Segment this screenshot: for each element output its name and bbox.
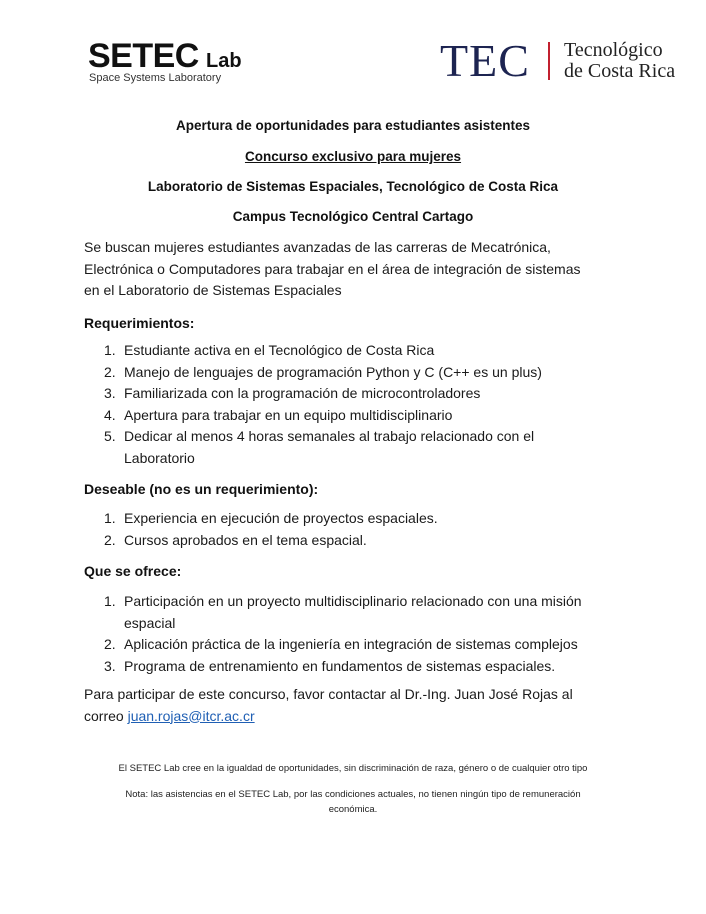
- offer-list: [84, 591, 624, 677]
- equality-statement: El SETEC Lab cree en la igualdad de oportunidades, sin discriminación de raza, género o de cualquier otro tipo: [118, 763, 588, 774]
- setec-logo-subtitle: Space Systems Laboratory: [89, 72, 222, 84]
- list-text: Experiencia en ejecución de proyectos espaciales.: [124, 510, 438, 526]
- tec-logo: [440, 36, 680, 86]
- contact-paragraph: [84, 684, 624, 727]
- tec-logo-mark: TEC: [440, 35, 530, 86]
- setec-lab-logo: [88, 38, 258, 88]
- list-item: [84, 405, 624, 427]
- list-number: 2.: [104, 636, 116, 652]
- list-text: Estudiante activa en el Tecnológico de Costa Rica: [124, 342, 435, 358]
- list-item: [84, 362, 624, 384]
- intro-line: en el Laboratorio de Sistemas Espaciales: [84, 282, 342, 298]
- remuneration-note: [60, 787, 646, 817]
- tec-logo-name-line2: de Costa Rica: [564, 60, 676, 82]
- list-item: [84, 634, 624, 656]
- list-item: [84, 591, 624, 634]
- intro-paragraph: [84, 237, 624, 302]
- tec-logo-name-line1: Tecnológico: [564, 39, 663, 61]
- requirements-heading: Requerimientos:: [84, 315, 195, 331]
- main-title: Apertura de oportunidades para estudiantes asistentes: [175, 118, 531, 133]
- list-text: Aplicación práctica de la ingeniería en integración de sistemas complejos: [124, 636, 578, 652]
- list-text: Dedicar al menos 4 horas semanales al trabajo relacionado con el: [124, 428, 535, 444]
- list-text-continued: Laboratorio: [124, 449, 195, 466]
- tec-logo-divider: [548, 42, 550, 80]
- intro-line: Electrónica o Computadores para trabajar en el área de integración de sistemas: [84, 260, 581, 277]
- tec-logo-name: [564, 40, 675, 82]
- list-item: [84, 340, 624, 362]
- contact-line: Para participar de este concurso, favor contactar al Dr.-Ing. Juan José Rojas al: [84, 686, 573, 702]
- list-item: [84, 508, 624, 530]
- lab-title: Laboratorio de Sistemas Espaciales, Tecnológico de Costa Rica: [147, 179, 559, 194]
- list-number: 1.: [104, 593, 116, 609]
- list-text: Familiarizada con la programación de microcontroladores: [124, 385, 481, 401]
- list-number: 1.: [104, 342, 116, 358]
- list-number: 5.: [104, 428, 116, 444]
- list-text: Participación en un proyecto multidisciplinario relacionado con una misión: [124, 593, 582, 609]
- list-text: Apertura para trabajar en un equipo multidisciplinario: [124, 406, 453, 423]
- desirable-heading: Deseable (no es un requerimiento):: [84, 481, 319, 497]
- list-text-continued: espacial: [124, 614, 176, 631]
- list-number: 2.: [104, 363, 116, 380]
- list-item: [84, 530, 624, 552]
- list-number: 1.: [104, 510, 116, 526]
- setec-logo-wordmark: SETEC: [88, 37, 199, 75]
- list-number: 3.: [104, 385, 116, 401]
- list-item: [84, 656, 624, 678]
- list-text: Manejo de lenguajes de programación Python y C (C++ es un plus): [124, 363, 542, 380]
- contact-email-link[interactable]: juan.rojas@itcr.ac.cr: [127, 707, 255, 724]
- list-item: [84, 426, 624, 469]
- intro-line: Se buscan mujeres estudiantes avanzadas de las carreras de Mecatrónica,: [84, 239, 551, 255]
- contact-prefix: correo: [84, 707, 128, 724]
- remuneration-note-line: económica.: [328, 804, 378, 815]
- contest-subtitle: [0, 148, 706, 166]
- remuneration-note-line: Nota: las asistencias en el SETEC Lab, por las condiciones actuales, no tienen ningún tipo de remuneración: [125, 789, 581, 800]
- contact-line: [84, 706, 624, 728]
- list-item: [84, 383, 624, 405]
- list-text: Cursos aprobados en el tema espacial.: [124, 531, 367, 548]
- campus-title: Campus Tecnológico Central Cartago: [232, 209, 474, 224]
- list-number: 2.: [104, 531, 116, 548]
- setec-logo-lab: Lab: [206, 50, 242, 72]
- list-text: Programa de entrenamiento en fundamentos de sistemas espaciales.: [124, 657, 556, 674]
- requirements-list: [84, 340, 624, 469]
- desirable-list: [84, 508, 624, 551]
- offer-heading: Que se ofrece:: [84, 563, 182, 579]
- list-number: 3.: [104, 657, 116, 674]
- list-number: 4.: [104, 406, 116, 423]
- contest-subtitle-text: Concurso exclusivo para mujeres: [244, 149, 462, 164]
